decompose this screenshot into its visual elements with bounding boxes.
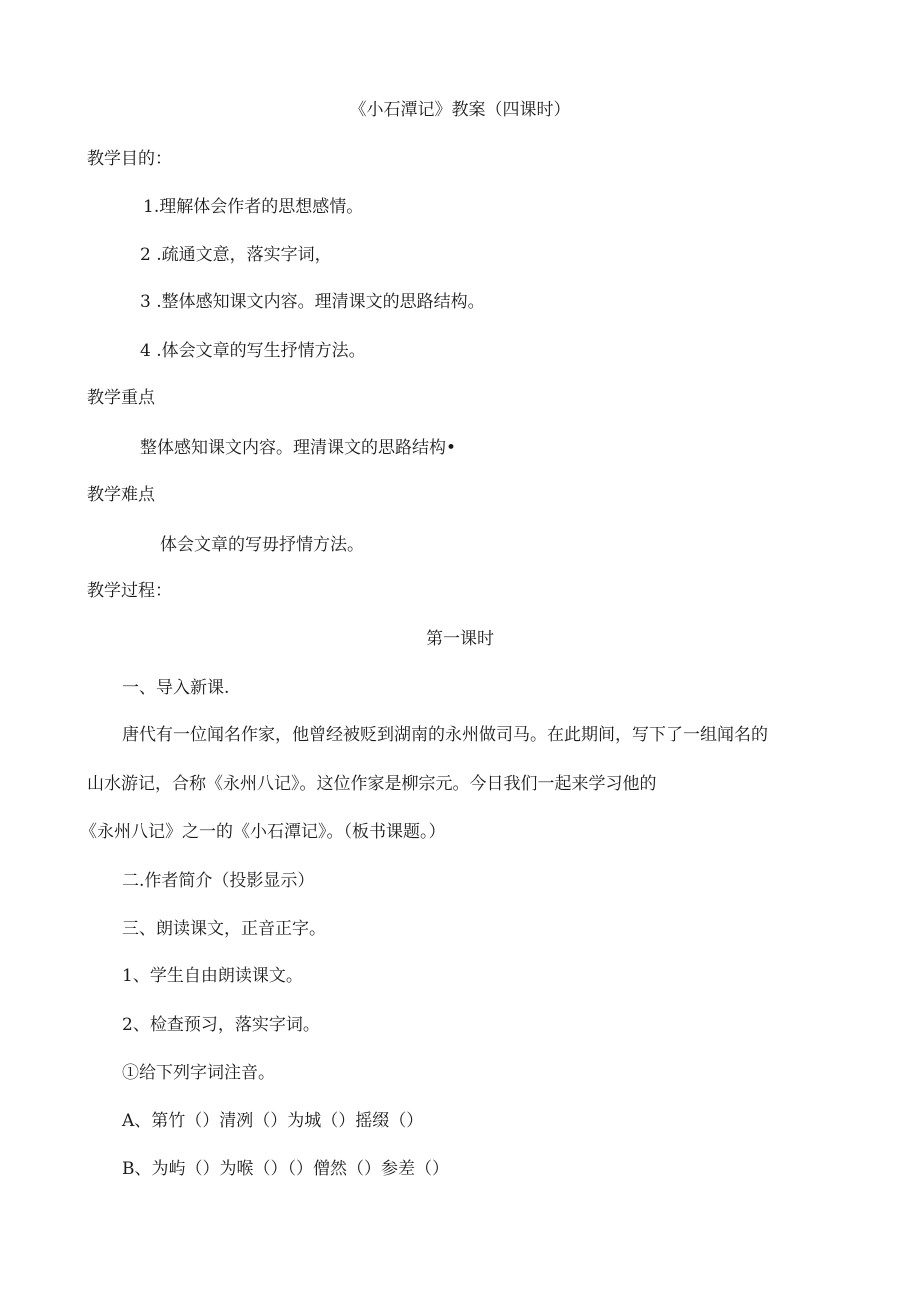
exercise-row-a: A、第竹（）清冽（）为城（）摇缀（） <box>122 1111 424 1131</box>
objectives-heading: 教学目的： <box>87 149 172 169</box>
sub-step-1: 1、学生自由朗读课文。 <box>122 966 303 986</box>
exercise-row-b: B、为屿（）为喉（）（）僧然（）参差（） <box>122 1159 449 1179</box>
step-reading-heading: 三、朗读课文，正音正字。 <box>122 919 326 939</box>
intro-paragraph-line-3: 《永州八记》之一的《小石潭记》。（板书课题。） <box>80 822 446 842</box>
difficulty-text: 体会文章的写毋抒情方法。 <box>160 535 364 555</box>
difficulty-heading: 教学难点 <box>87 485 155 505</box>
step-intro-heading: 一、导入新课. <box>122 678 230 698</box>
sub-step-2: 2、检查预习，落实字词。 <box>122 1015 320 1035</box>
lesson-title: 第一课时 <box>426 629 494 649</box>
objective-item-4: 4 .体会文章的写生抒情方法。 <box>140 341 366 361</box>
intro-paragraph-line-2: 山水游记，合称《永州八记》。这位作家是柳宗元。今日我们一起来学习他的 <box>87 774 657 794</box>
objective-item-3: 3 .整体感知课文内容。理清课文的思路结构。 <box>140 292 485 312</box>
process-heading: 教学过程： <box>87 581 172 601</box>
objective-item-1: 1.理解体会作者的思想感情。 <box>143 197 364 217</box>
objective-item-2: 2 .疏通文意，落实字词， <box>140 245 332 265</box>
document-title: 《小石潭记》教案（四课时） <box>349 100 571 120</box>
key-points-heading: 教学重点 <box>87 388 155 408</box>
step-author-heading: 二.作者简介（投影显示） <box>122 871 315 891</box>
sub-step-2a: ①给下列字词注音。 <box>122 1063 275 1083</box>
intro-paragraph-line-1: 唐代有一位闻名作家，他曾经被贬到湖南的永州做司马。在此期间，写下了一组闻名的 <box>122 725 768 745</box>
key-points-text: 整体感知课文内容。理清课文的思路结构• <box>140 438 457 458</box>
